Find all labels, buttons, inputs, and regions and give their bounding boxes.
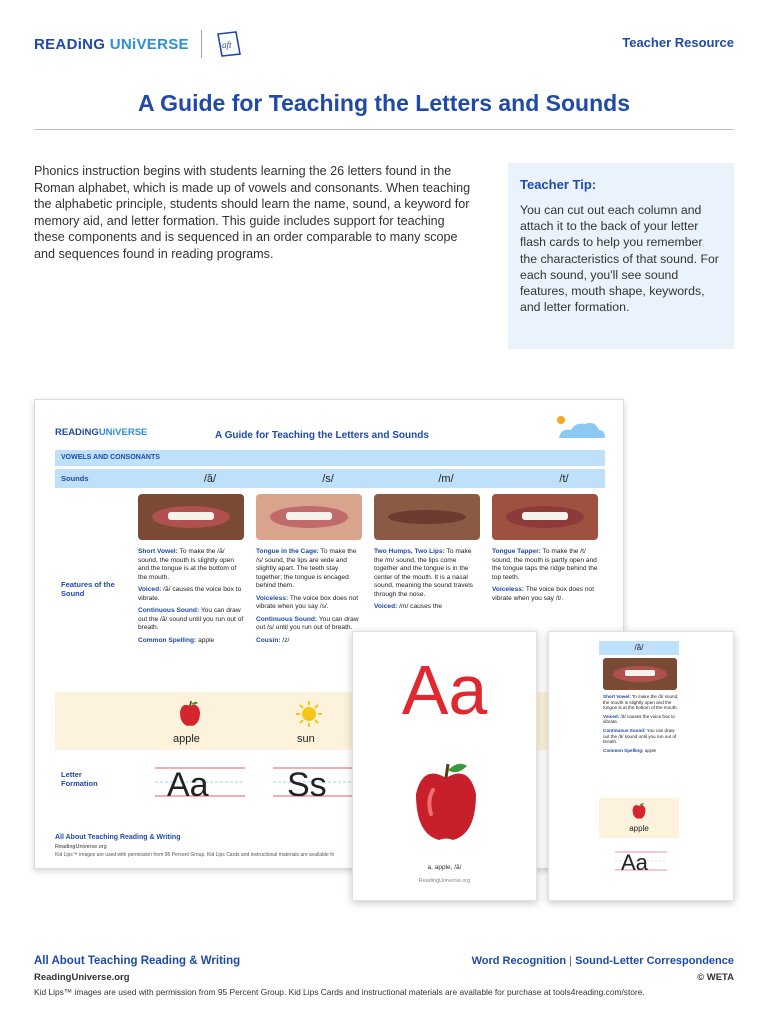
formation-label: Letter Formation [61,770,98,788]
brand-divider [201,30,202,58]
strip-sound-features: Short Vowel: To make the /ă/ sound, the mouth is slightly open and the tongue is at the bottom of the mouth. Voiced: /ă/ causes the voice box to vibrate. Continuous Sound: You can draw out the /ă/ sound until you run out of breath. Common Spelling: apple [603,694,679,753]
preview-brand-word-universe: UNiVERSE [98,427,148,438]
sound-features: Tongue in the Cage: To make the /s/ sound, the lips are wide and slightly apart. The teeth stay together; the tongue is encaged behind them. Voiceless: The voice box does not vibrate when you say /s/. Continuous Sound: You can draw out /s/ until you run out of breath. Cousin: /z/ [256,548,359,644]
cloud-sun-icon [555,414,607,440]
brand-wordmark [34,36,189,53]
mouth-photo [256,494,362,540]
sound-features: Short Vowel: To make the /ă/ sound, the mouth is slightly open and the tongue is at the bottom of the mouth. Voiced: /ă/ causes the voice box to vibrate. Continuous Sound: You can draw out the /ă/ sound until you run out of breath. Common Spelling: apple [138,548,244,644]
footer-topic-word-recognition[interactable]: Word Recognition [471,955,567,967]
sound-strip-card [548,631,734,901]
formation-letters: Ss [287,766,327,802]
strip-mouth-photo [603,658,677,690]
mouth-photo [138,494,244,540]
strip-keyword-word: apple [629,824,649,833]
sound-heading: /m/ [438,473,454,485]
letter-formation-guide [273,762,363,802]
footer-copyright: © WETA [697,972,734,983]
sound-column [138,494,246,649]
apple-icon [411,760,481,842]
strip-keyword-row [599,798,679,838]
preview-sounds-label: Sounds [61,474,89,483]
intro-paragraph: Phonics instruction begins with students learning the 26 letters found in the Roman alphabet, which is made up of vowels and consonants. When teaching the alphabetic principle, students should learn the name, sound, a keyword for memory aid, and letter formation. This guide includes support for teaching these components and is sequenced in an order comparable to many scope and sequences found in reading programs. [34,164,471,261]
sound-column [256,494,364,649]
sound-features: Two Humps, Two Lips: To make the /m/ sound, the lips come together and the tongue is in the center of the mouth. It is a nasal sound, meaning the sound travels through the nose. Voiced: /m/ causes the [374,548,473,610]
formation-letters: Aa [167,766,209,802]
footer-topic-sound-letter[interactable]: Sound-Letter Correspondence [575,955,734,967]
aft-logo-icon [214,30,244,58]
brand-word-universe: UNiVERSE [109,35,189,53]
sound-heading: /s/ [322,473,334,485]
teacher-tip-box [508,163,734,349]
footer-series-title: All About Teaching Reading & Writing [34,955,241,967]
mouth-photo [374,494,480,540]
apple-icon [178,700,202,728]
preview-footer-url: ReadingUniverse.org [55,844,107,850]
mouth-photo [492,494,598,540]
brand-logo[interactable] [34,30,244,58]
keyword-word: apple [173,733,200,745]
letter-formation-guide [155,762,245,802]
preview-title: A Guide for Teaching the Letters and Sounds [215,430,429,441]
sound-heading: /t/ [559,473,569,485]
preview-section-bar: VOWELS AND CONSONANTS [55,450,605,466]
title-divider [34,129,734,130]
features-label: Features of the Sound [61,580,115,598]
apple-icon [631,802,647,820]
sound-column [374,494,482,616]
aft-logo-text: aft [221,40,232,50]
brand-word-reading: READiNG [34,35,110,53]
sun-icon [295,700,323,728]
preview-footer-title: All About Teaching Reading & Writing [55,834,181,841]
teacher-tip-body: You can cut out each column and attach it to the back of your letter flash cards to help you remember the characteristics of that sound. For each sound, you'll see sound features, mouth shape, keywords, and letter formation. [520,203,719,315]
page-title: A Guide for Teaching the Letters and Sounds [138,90,630,116]
keyword-word: sun [297,733,315,745]
strip-formation-letters: Aa [621,850,648,874]
footer-permission-note: Kid Lips™ images are used with permission from 95 Percent Group. Kid Lips Cards and instructional materials are available for purchase at tools4reading.com/store. [34,987,645,997]
sound-column [492,494,600,607]
strip-letter-formation-guide [615,848,667,874]
strip-sound-heading: /ă/ [599,641,679,655]
letter-flash-card [352,631,537,901]
preview-brand-word-reading: READiNG [55,427,99,438]
flash-card-url: ReadingUniverse.org [418,878,471,884]
teacher-tip-title: Teacher Tip: [520,177,597,192]
sound-heading: /ă/ [203,473,217,485]
preview-brand-logo [55,427,147,438]
preview-footer-note: Kid Lips™ images are used with permission from 95 Percent Group. Kid Lips Cards and instructional materials are available fo [55,852,335,858]
footer-site-link[interactable]: ReadingUniverse.org [34,972,130,983]
flash-card-letters: Aa [401,651,488,729]
flash-card-caption: a, apple, /ă/ [427,864,462,871]
footer-topic-breadcrumb: Word Recognition | Sound-Letter Correspondence [471,955,734,967]
preview-sounds-bar [55,469,605,488]
section-label: Teacher Resource [622,35,734,50]
sound-features: Tongue Tapper: To make the /t/ sound, the mouth is partly open and the tongue taps the ridge behind the top teeth. Voiceless: The voice box does not vibrate when you say /t/. [492,548,598,602]
